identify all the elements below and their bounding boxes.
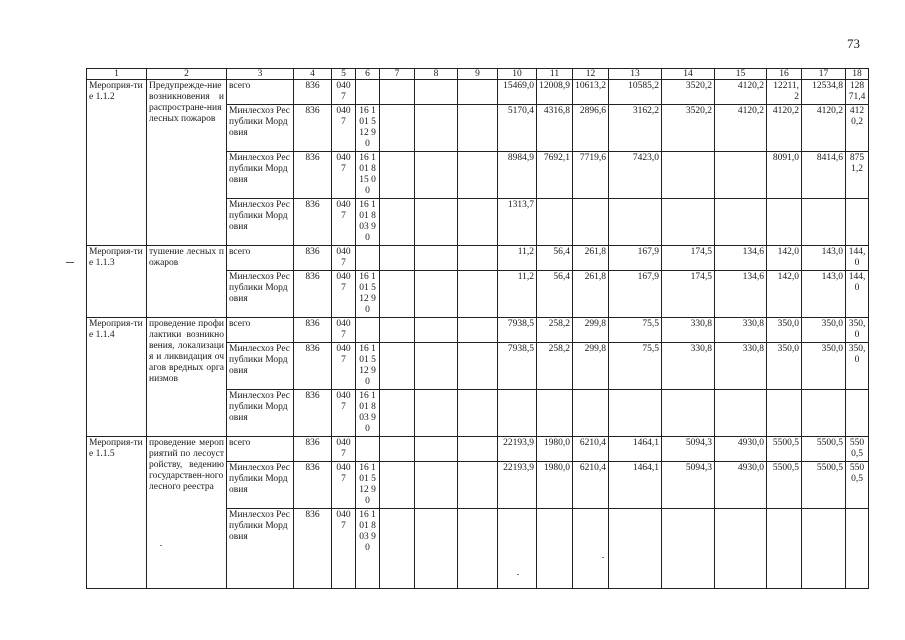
value-cell [662,509,715,589]
empty-cell [458,343,498,390]
column-header: 11 [537,69,573,80]
value-cell: 10613,2 [573,80,609,105]
value-cell: 22193,9 [498,462,537,509]
column-header: 15 [715,69,767,80]
value-cell: 56,4 [537,246,573,271]
empty-cell [415,462,458,509]
value-cell: 330,8 [662,343,715,390]
empty-cell [380,105,415,152]
code-cell: 836 [294,152,332,199]
value-cell: 6210,4 [573,437,609,462]
value-cell: 11,2 [498,271,537,318]
target-code-cell [356,437,380,462]
empty-cell [458,199,498,246]
target-code-cell: 16 1 01 803 90 [356,390,380,437]
code-cell: 836 [294,390,332,437]
empty-cell [458,509,498,589]
section-code-cell: 040 7 [332,318,356,343]
empty-cell [415,390,458,437]
value-cell [802,390,846,437]
value-cell: 5500,5 [846,437,869,462]
empty-cell [415,80,458,105]
empty-cell [415,343,458,390]
value-cell [609,390,662,437]
value-cell [802,199,846,246]
event-code-cell: Мероприя-тие 1.1.3 [87,246,147,318]
empty-cell [380,199,415,246]
value-cell [715,509,767,589]
value-cell: 144,0 [846,271,869,318]
target-code-cell: 16 1 01 803 90 [356,199,380,246]
section-code-cell: 040 7 [332,80,356,105]
value-cell: 350,0 [846,343,869,390]
empty-cell [380,246,415,271]
event-code-cell: Мероприя-тие 1.1.2 [87,80,147,246]
empty-cell [415,246,458,271]
value-cell: 8091,0 [767,152,802,199]
section-code-cell: 040 7 [332,437,356,462]
target-code-cell [356,318,380,343]
value-cell: 7423,0 [609,152,662,199]
value-cell: 6210,4 [573,462,609,509]
column-header: 14 [662,69,715,80]
value-cell [767,199,802,246]
header-row [87,69,869,80]
value-cell [715,390,767,437]
value-cell: 1464,1 [609,437,662,462]
empty-cell [415,152,458,199]
event-title-cell: тушение лесных пожаров [147,246,227,318]
column-header: 18 [846,69,869,80]
empty-cell [458,462,498,509]
value-cell: 5500,5 [802,462,846,509]
code-cell: 836 [294,343,332,390]
empty-cell [415,437,458,462]
row-label-cell: всего [227,318,294,343]
value-cell: 7719,6 [573,152,609,199]
empty-cell [380,390,415,437]
value-cell [767,390,802,437]
code-cell: 836 [294,246,332,271]
value-cell: 4120,2 [715,80,767,105]
value-cell: 4120,2 [767,105,802,152]
section-code-cell: 040 7 [332,462,356,509]
event-code-cell: Мероприя-тие 1.1.5 [87,437,147,589]
value-cell: 5094,3 [662,437,715,462]
column-header: 10 [498,69,537,80]
value-cell: 56,4 [537,271,573,318]
value-cell: 4930,0 [715,437,767,462]
empty-cell [458,152,498,199]
value-cell: 1980,0 [537,462,573,509]
section-code-cell: 040 7 [332,343,356,390]
target-code-cell: 16 1 01 512 90 [356,462,380,509]
column-header: 17 [802,69,846,80]
empty-cell [458,80,498,105]
value-cell [573,509,609,589]
value-cell [537,199,573,246]
value-cell: 22193,9 [498,437,537,462]
target-code-cell: 16 1 01 512 90 [356,343,380,390]
empty-cell [458,105,498,152]
value-cell: 4120,2 [802,105,846,152]
section-code-cell: 040 7 [332,509,356,589]
empty-cell [415,509,458,589]
column-header: 4 [294,69,332,80]
row-label-cell: Минлесхоз Республики Мордовия [227,271,294,318]
column-header: 1 [87,69,147,80]
value-cell: 10585,2 [609,80,662,105]
budget-table [86,68,869,589]
code-cell: 836 [294,318,332,343]
value-cell: 350,0 [802,343,846,390]
empty-cell [458,271,498,318]
column-header: 8 [415,69,458,80]
code-cell: 836 [294,105,332,152]
scan-mark [66,262,74,263]
page-number: 73 [847,36,860,51]
value-cell: 350,0 [767,343,802,390]
target-code-cell: 16 1 01 512 90 [356,105,380,152]
value-cell: 5500,5 [802,437,846,462]
value-cell [573,390,609,437]
empty-cell [380,437,415,462]
value-cell [662,390,715,437]
value-cell [846,199,869,246]
row-label-cell: всего [227,437,294,462]
value-cell: 350,0 [846,318,869,343]
value-cell: 75,5 [609,318,662,343]
row-label-cell: Минлесхоз Республики Мордовия [227,152,294,199]
value-cell: 330,8 [715,318,767,343]
value-cell: 8751,2 [846,152,869,199]
row-label-cell: Минлесхоз Республики Мордовия [227,105,294,152]
value-cell: 258,2 [537,318,573,343]
row-label-cell: Минлесхоз Республики Мордовия [227,390,294,437]
value-cell: 4316,8 [537,105,573,152]
value-cell: 15469,0 [498,80,537,105]
target-code-cell: 16 1 01 803 90 [356,509,380,589]
empty-cell [380,80,415,105]
row-label-cell: Минлесхоз Республики Мордовия [227,462,294,509]
target-code-cell [356,246,380,271]
empty-cell [380,509,415,589]
column-header: 2 [147,69,227,80]
value-cell: 143,0 [802,246,846,271]
value-cell: 261,8 [573,271,609,318]
value-cell: 142,0 [767,271,802,318]
value-cell: 261,8 [573,246,609,271]
event-title-cell: проведение профилактики возникновения, локализация и ликвидация очагов вредных организмов [147,318,227,437]
value-cell: 2896,6 [573,105,609,152]
column-header: 3 [227,69,294,80]
event-code-cell: Мероприя-тие 1.1.4 [87,318,147,437]
code-cell: 836 [294,80,332,105]
value-cell: 5500,5 [767,462,802,509]
value-cell: 5500,5 [767,437,802,462]
column-header: 16 [767,69,802,80]
value-cell [537,390,573,437]
empty-cell [415,199,458,246]
target-code-cell [356,80,380,105]
value-cell: 1980,0 [537,437,573,462]
table-row [87,318,869,343]
value-cell: 5500,5 [846,462,869,509]
empty-cell [458,246,498,271]
column-header: 13 [609,69,662,80]
table-row [87,246,869,271]
target-code-cell: 16 1 01 815 00 [356,152,380,199]
value-cell: 4120,2 [715,105,767,152]
value-cell [662,152,715,199]
value-cell: 258,2 [537,343,573,390]
value-cell [846,390,869,437]
value-cell [715,199,767,246]
table-row [87,437,869,462]
value-cell: 330,8 [715,343,767,390]
empty-cell [415,271,458,318]
value-cell [767,509,802,589]
section-code-cell: 040 7 [332,246,356,271]
value-cell: 75,5 [609,343,662,390]
event-title-cell: Предупрежде-ние возникновения и распростране-ния лесных пожаров [147,80,227,246]
empty-cell [415,318,458,343]
value-cell: 5094,3 [662,462,715,509]
code-cell: 836 [294,509,332,589]
value-cell [609,509,662,589]
value-cell: 167,9 [609,246,662,271]
value-cell: 134,6 [715,246,767,271]
row-label-cell: Минлесхоз Республики Мордовия [227,509,294,589]
value-cell: 1313,7 [498,199,537,246]
row-label-cell: Минлесхоз Республики Мордовия [227,199,294,246]
value-cell [498,509,537,589]
empty-cell [458,437,498,462]
value-cell [846,509,869,589]
value-cell: 3162,2 [609,105,662,152]
column-header: 6 [356,69,380,80]
target-code-cell: 16 1 01 512 90 [356,271,380,318]
empty-cell [458,390,498,437]
value-cell [662,199,715,246]
value-cell: 8984,9 [498,152,537,199]
row-label-cell: Минлесхоз Республики Мордовия [227,343,294,390]
value-cell [802,509,846,589]
value-cell: 350,0 [802,318,846,343]
value-cell: 134,6 [715,271,767,318]
section-code-cell: 040 7 [332,271,356,318]
value-cell: 12008,9 [537,80,573,105]
value-cell [498,390,537,437]
code-cell: 836 [294,437,332,462]
value-cell: 330,8 [662,318,715,343]
value-cell: 299,8 [573,318,609,343]
value-cell: 4120,2 [846,105,869,152]
section-code-cell: 040 7 [332,390,356,437]
row-label-cell: всего [227,246,294,271]
empty-cell [380,318,415,343]
value-cell: 350,0 [767,318,802,343]
value-cell: 3520,2 [662,80,715,105]
column-header: 7 [380,69,415,80]
value-cell [573,199,609,246]
value-cell: 167,9 [609,271,662,318]
value-cell: 5170,4 [498,105,537,152]
empty-cell [458,318,498,343]
row-label-cell: всего [227,80,294,105]
column-header: 5 [332,69,356,80]
value-cell: 11,2 [498,246,537,271]
section-code-cell: 040 7 [332,105,356,152]
value-cell: 8414,6 [802,152,846,199]
value-cell: 12534,8 [802,80,846,105]
empty-cell [380,462,415,509]
value-cell: 4930,0 [715,462,767,509]
column-header: 9 [458,69,498,80]
code-cell: 836 [294,271,332,318]
value-cell: 174,5 [662,271,715,318]
value-cell: 144,0 [846,246,869,271]
value-cell: 143,0 [802,271,846,318]
value-cell: 142,0 [767,246,802,271]
value-cell: 7692,1 [537,152,573,199]
empty-cell [380,152,415,199]
event-title-cell: проведение мероприятий по лесоустройству, ведению государствен-ного лесного реестра [147,437,227,589]
column-header: 12 [573,69,609,80]
value-cell: 299,8 [573,343,609,390]
value-cell [537,509,573,589]
value-cell [609,199,662,246]
section-code-cell: 040 7 [332,199,356,246]
empty-cell [380,271,415,318]
empty-cell [415,105,458,152]
value-cell: 12211,2 [767,80,802,105]
table-row [87,80,869,105]
section-code-cell: 040 7 [332,152,356,199]
value-cell: 7938,5 [498,343,537,390]
value-cell: 12871,4 [846,80,869,105]
empty-cell [380,343,415,390]
code-cell: 836 [294,199,332,246]
value-cell [715,152,767,199]
code-cell: 836 [294,462,332,509]
value-cell: 7938,5 [498,318,537,343]
value-cell: 3520,2 [662,105,715,152]
value-cell: 1464,1 [609,462,662,509]
value-cell: 174,5 [662,246,715,271]
